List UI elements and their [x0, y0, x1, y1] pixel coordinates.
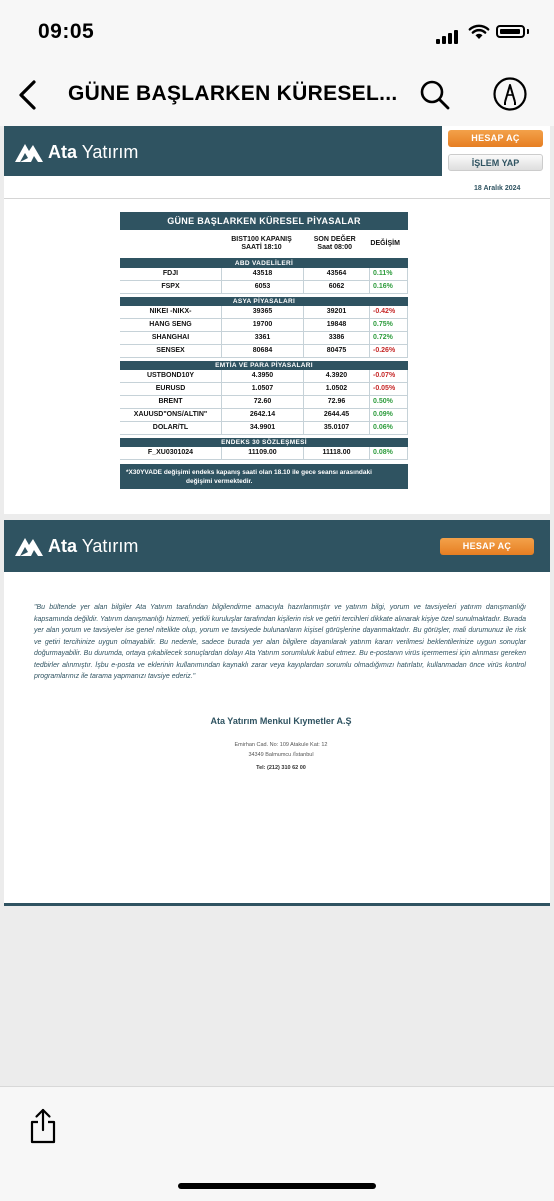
- change-cell: 0.50%: [370, 396, 408, 409]
- disclaimer-text: "Bu bültende yer alan bilgiler Ata Yatırım tarafından bilgilendirme amacıyla hazırlanmıştır ve yatırım bilgi, yorum ve tavsiyeleri yatırım danışmanlığı kapsamında değildir. Yatırım danışmanlığı hizmeti, yetkili kuruluşlar tarafından kişilerin risk ve getiri tercihleri dikkate alınarak kişiye özel sunulmaktadır. Burada yer alan yorum ve tavsiyeler ise genel nitelikte olup, yorum ve tavsiyede bulunanların kişisel görüşlerine dayanmaktadır. Bu görüşler, mali durumunuz ile risk ve getiri tercihinize uygun olmayabilir. Bu nedenle, sadece burada yer alan bilgilere dayanılarak yatırım kararı verilmesi beklentilerinize uygun sonuçlar doğurmayabilir. Bu durumda, ortaya çıkabilecek sonuçlardan dolayı Ata Yatırım sorumluluk kabul etmez. Bu e-postanın virüs içermemesi için alınması gereken tedbirler alınmıştır. İşbu e-posta ve eklerinin kullanımından kaynaklı zarar veya kayıplardan sorumlu olmadığımızı hatırlatır, kullanmadan önce virüs kontrol programlarınız ile tarama yapmanızı tavsiye ederiz.": [34, 604, 526, 680]
- close-value-cell: 39365: [222, 306, 304, 319]
- section-header: ABD VADELİLERİ: [120, 259, 408, 268]
- header-name-cell: [120, 230, 221, 258]
- logo-mountain-icon: [14, 535, 44, 557]
- header-change-cell: DEĞİŞİM: [370, 240, 400, 247]
- search-icon[interactable]: [418, 78, 452, 112]
- table-row: [120, 383, 408, 396]
- instrument-name-cell: HANG SENG: [120, 319, 222, 332]
- table-row: [120, 332, 408, 345]
- table-row: [120, 370, 408, 383]
- change-cell: -0.42%: [370, 306, 408, 319]
- instrument-name-cell: FSPX: [120, 281, 222, 294]
- email-content: [0, 126, 554, 1086]
- instrument-name-cell: USTBOND10Y: [120, 370, 222, 383]
- table-row: [120, 268, 408, 281]
- section-header: ASYA PİYASALARI: [120, 297, 408, 306]
- status-time: 09:05: [38, 20, 95, 43]
- change-cell: 0.06%: [370, 422, 408, 435]
- status-bar: [0, 0, 554, 64]
- hesap-ac-button[interactable]: HESAP AÇ: [440, 538, 534, 555]
- disclaimer-header-band: [4, 520, 550, 572]
- instrument-name-cell: EURUSD: [120, 383, 222, 396]
- close-value-cell: 80684: [222, 345, 304, 358]
- last-value-cell: 72.96: [304, 396, 370, 409]
- header-divider: [4, 198, 550, 199]
- address-line-1: Emirhan Cad. No: 109 Atakule Kat: 12: [234, 742, 328, 748]
- battery-icon: [496, 25, 525, 38]
- instrument-name-cell: SHANGHAI: [120, 332, 222, 345]
- home-indicator: [178, 1183, 376, 1189]
- bulletin-date: 18 Aralık 2024: [474, 185, 521, 192]
- battery-tip: [527, 29, 529, 34]
- phone-number: Tel: (212) 310 62 00: [256, 765, 306, 771]
- close-value-cell: 34.9901: [222, 422, 304, 435]
- table-row: [120, 345, 408, 358]
- table-header-row: [120, 230, 408, 259]
- change-cell: -0.26%: [370, 345, 408, 358]
- table-row: [120, 447, 408, 460]
- company-name: Ata Yatırım Menkul Kıymetler A.Ş: [210, 716, 352, 726]
- close-value-cell: 6053: [222, 281, 304, 294]
- logo-wordmark: Ata Yatırım: [48, 535, 139, 556]
- logo-mountain-icon: [14, 141, 44, 163]
- close-value-cell: 3361: [222, 332, 304, 345]
- last-value-cell: 4.3920: [304, 370, 370, 383]
- instrument-name-cell: SENSEX: [120, 345, 222, 358]
- last-value-cell: 19848: [304, 319, 370, 332]
- instrument-name-cell: NIKEI -NIKX-: [120, 306, 222, 319]
- section-header: ENDEKS 30 SÖZLEŞMESİ: [120, 438, 408, 447]
- disclaimer-card: [4, 520, 550, 906]
- back-chevron-icon[interactable]: [14, 78, 44, 112]
- navigation-bar: [0, 64, 554, 126]
- change-cell: 0.75%: [370, 319, 408, 332]
- table-row: [120, 422, 408, 435]
- table-body: [120, 259, 408, 460]
- change-cell: 0.09%: [370, 409, 408, 422]
- ata-yatirim-logo: [14, 535, 138, 557]
- change-cell: 0.11%: [370, 268, 408, 281]
- last-value-cell: 3386: [304, 332, 370, 345]
- cellular-signal-icon: [436, 26, 460, 44]
- hesap-ac-button[interactable]: HESAP AÇ: [448, 130, 543, 147]
- table-row: [120, 306, 408, 319]
- change-cell: -0.07%: [370, 370, 408, 383]
- page-title: GÜNE BAŞLARKEN KÜRESEL...: [68, 82, 398, 105]
- address-line-2: 34349 Balmumcu /İstanbul: [248, 752, 314, 758]
- last-value-cell: 43564: [304, 268, 370, 281]
- market-table: [120, 212, 408, 489]
- last-value-cell: 2644.45: [304, 409, 370, 422]
- change-cell: 0.08%: [370, 447, 408, 460]
- market-bulletin-card: [4, 126, 550, 514]
- change-cell: -0.05%: [370, 383, 408, 396]
- share-icon[interactable]: [28, 1107, 58, 1145]
- last-value-cell: 6062: [304, 281, 370, 294]
- table-row: [120, 319, 408, 332]
- close-value-cell: 72.60: [222, 396, 304, 409]
- close-value-cell: 11109.00: [222, 447, 304, 460]
- instrument-name-cell: DOLAR/TL: [120, 422, 222, 435]
- last-value-cell: 80475: [304, 345, 370, 358]
- instrument-name-cell: BRENT: [120, 396, 222, 409]
- instrument-name-cell: XAUUSD"ONS/ALTIN": [120, 409, 222, 422]
- close-value-cell: 2642.14: [222, 409, 304, 422]
- header-last-cell: SON DEĞER Saat 08:00: [313, 236, 356, 251]
- last-value-cell: 1.0502: [304, 383, 370, 396]
- change-cell: 0.16%: [370, 281, 408, 294]
- table-title: GÜNE BAŞLARKEN KÜRESEL PİYASALAR: [120, 212, 408, 230]
- close-value-cell: 4.3950: [222, 370, 304, 383]
- change-cell: 0.72%: [370, 332, 408, 345]
- close-value-cell: 19700: [222, 319, 304, 332]
- last-value-cell: 35.0107: [304, 422, 370, 435]
- table-row: [120, 396, 408, 409]
- section-header: EMTİA VE PARA PİYASALARI: [120, 361, 408, 370]
- logo-wordmark: Ata Yatırım: [48, 141, 139, 162]
- header-close-cell: BIST100 KAPANIŞ SAATİ 18:10: [231, 236, 292, 251]
- ata-yatirim-logo: [14, 141, 138, 163]
- close-value-cell: 1.0507: [222, 383, 304, 396]
- instrument-name-cell: FDJI: [120, 268, 222, 281]
- close-value-cell: 43518: [222, 268, 304, 281]
- table-row: [120, 409, 408, 422]
- table-footnote: *X30YVADE değişimi endeks kapanış saati olan 18.10 ile gece seansı arasındaki değişimi vermektedir.: [120, 464, 408, 489]
- islem-yap-button[interactable]: İŞLEM YAP: [448, 154, 543, 171]
- instrument-name-cell: F_XU0301024: [120, 447, 222, 460]
- bulletin-header-band: [4, 126, 442, 176]
- markup-pen-icon[interactable]: [492, 76, 528, 112]
- last-value-cell: 11118.00: [304, 447, 370, 460]
- table-row: [120, 281, 408, 294]
- bottom-toolbar: [0, 1086, 554, 1201]
- footer-bottom-border: [4, 903, 550, 906]
- wifi-icon: [468, 24, 490, 40]
- last-value-cell: 39201: [304, 306, 370, 319]
